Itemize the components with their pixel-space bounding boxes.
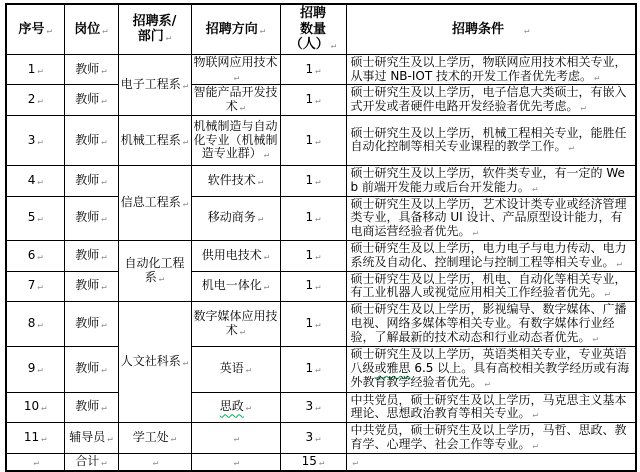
- post-cell: [64, 54, 118, 85]
- dept-value: 机械工程系: [120, 132, 181, 147]
- return-mark: ↵: [101, 403, 107, 414]
- direction-cell: [191, 423, 280, 454]
- serial-cell: [6, 271, 64, 302]
- serial-cell: [6, 54, 64, 85]
- serial-cell: [6, 240, 64, 271]
- return-mark: ↵: [101, 65, 107, 76]
- return-mark: ↵: [33, 458, 39, 469]
- return-mark: ↵: [352, 458, 358, 469]
- return-mark: ↵: [318, 458, 325, 469]
- serial-value: 1: [27, 61, 36, 76]
- count-cell: [280, 271, 346, 302]
- return-mark: ↵: [158, 274, 165, 285]
- return-mark: ↵: [315, 403, 321, 414]
- return-mark: ↵: [37, 176, 43, 187]
- conditions-cell: [346, 165, 636, 196]
- return-mark: ↵: [568, 143, 574, 154]
- conditions-text: 硕士研究生及以上学历，软件类专业，有一定的 Web 前端开发能力或后台开发能力。: [350, 165, 625, 194]
- return-mark: ↵: [233, 458, 240, 469]
- serial-value: 8: [27, 315, 36, 330]
- return-mark: ↵: [315, 319, 321, 330]
- return-mark: ↵: [245, 403, 252, 414]
- header-post: [64, 4, 118, 54]
- return-mark: ↵: [524, 25, 530, 36]
- direction-value: 机械制造与自动化专业（机械制造专业群）: [193, 118, 278, 161]
- count-cell: [280, 346, 346, 392]
- return-mark: ↵: [245, 365, 252, 376]
- serial-cell: [6, 115, 64, 165]
- count-cell: [280, 423, 346, 454]
- serial-cell: [6, 346, 64, 392]
- total-label: 合计: [75, 454, 100, 469]
- conditions-cell: [346, 54, 636, 85]
- direction-cell: [191, 392, 280, 423]
- dept-value: 信息工程系: [120, 195, 181, 210]
- table-row: [6, 165, 636, 196]
- return-mark: ↵: [259, 25, 266, 36]
- post-value: 教师: [75, 278, 100, 293]
- post-cell: [64, 196, 118, 240]
- serial-value: 6: [27, 247, 36, 262]
- conditions-text: 6.5 以上。具有高校相关教学经历或有海外教育教学经验者优先。: [350, 361, 630, 389]
- conditions-text: 中共党员，硕士研究生及以上学历，马哲、思政、教育学、心理学、社会工作等专业。: [350, 423, 627, 451]
- conditions-text: 硕士研究生及以上学历，影视编导、数字媒体、广播电视、网络多媒体等相关专业。有数字媒体行业经验，了解最新的技术动态和行业动态者优先。: [350, 302, 627, 344]
- count-cell: [280, 196, 346, 240]
- return-mark: ↵: [101, 365, 107, 376]
- count-cell: [280, 302, 346, 346]
- serial-cell: [6, 302, 64, 346]
- return-mark: ↵: [315, 176, 321, 187]
- conditions-text: 硕士研究生及以上学历，艺术设计类专业或经济管理类专业，具备移动 UI 设计、产品原型设计能力，有电商运营经验者优先。: [350, 196, 627, 239]
- return-mark: ↵: [315, 214, 321, 225]
- count-value: 1: [305, 61, 314, 76]
- post-cell: [64, 115, 118, 165]
- conditions-text: 硕士研究生及以上学历，电力电子与电力传动、电力系统及自动化、控制理论与控制工程等相关专业。: [350, 240, 627, 269]
- return-mark: ↵: [532, 440, 538, 451]
- post-cell: [64, 423, 118, 454]
- serial-value: 2: [27, 92, 36, 107]
- return-mark: ↵: [101, 214, 107, 225]
- return-mark: ↵: [41, 434, 47, 445]
- post-value: 教师: [75, 61, 100, 76]
- post-value: 教师: [75, 92, 100, 107]
- post-cell: [64, 85, 118, 116]
- dept-value: 自动化工程系: [124, 256, 185, 285]
- return-mark: ↵: [102, 25, 108, 36]
- conditions-text: 硕士研究生及以上学历，英语类相关专业，专业英语八级: [350, 347, 627, 376]
- header-count-line2: 数量: [299, 21, 326, 37]
- count-cell: [280, 115, 346, 165]
- return-mark: ↵: [580, 103, 586, 114]
- return-mark: ↵: [165, 33, 172, 44]
- header-conditions-label: 招聘条件: [452, 21, 505, 37]
- conditions-text: 硕士研究生及以上学历，机电、自动化等相关专业，有工业机器人或视觉应用相关工作经验者优先。: [350, 271, 627, 300]
- post-value: 教师: [75, 315, 100, 330]
- serial-value: 5: [27, 210, 36, 225]
- count-cell: [280, 85, 346, 116]
- count-value: 1: [305, 315, 314, 330]
- dept-value: 学工处: [132, 430, 169, 445]
- post-value: 教师: [75, 399, 100, 414]
- direction-value: 供用电技术: [201, 247, 262, 262]
- total-label-cell: [64, 453, 118, 471]
- direction-cell: [191, 54, 280, 85]
- post-value: 辅导员: [69, 430, 106, 445]
- return-mark: ↵: [101, 176, 107, 187]
- return-mark: ↵: [46, 25, 52, 36]
- return-mark: ↵: [239, 103, 246, 114]
- return-mark: ↵: [239, 326, 246, 337]
- dept-value: 电子工程系: [120, 76, 181, 91]
- conditions-text: 硕士研究生及以上学历，电子信息大类硕士，有嵌入式开发或者硬件电路开发经验者优先考虑。: [350, 85, 627, 114]
- return-mark: ↵: [616, 258, 622, 269]
- post-value: 教师: [75, 172, 100, 187]
- conditions-text: 硕士研究生及以上学历，机械工程相关专业，能胜任自动化控制等相关专业课程的教学工作。: [350, 125, 627, 154]
- return-mark: ↵: [315, 65, 321, 76]
- table-row: [6, 392, 636, 423]
- direction-cell: [191, 271, 280, 302]
- return-mark: ↵: [532, 410, 538, 421]
- post-value: 教师: [75, 247, 100, 262]
- dept-cell: [118, 302, 191, 423]
- table-row: [6, 423, 636, 454]
- return-mark: ↵: [37, 214, 43, 225]
- dept-cell: [118, 54, 191, 115]
- count-value: 1: [305, 132, 314, 147]
- serial-cell: [6, 423, 64, 454]
- count-value: 1: [305, 278, 314, 293]
- count-value: 1: [305, 247, 314, 262]
- return-mark: ↵: [182, 358, 189, 369]
- return-mark: ↵: [593, 72, 600, 83]
- table-row: [6, 271, 636, 302]
- serial-value: 11: [23, 430, 40, 445]
- dept-cell: [118, 240, 191, 301]
- direction-cell: [191, 240, 280, 271]
- direction-value: 智能产品开发技术: [193, 85, 278, 114]
- conditions-cell: [346, 196, 636, 240]
- table-row: [6, 115, 636, 165]
- conditions-text: 硕士研究生及以上学历，物联网应用技术相关专业，从事过 NB-IOT 技术的开发工作者优先考虑。: [350, 54, 627, 83]
- serial-cell: [6, 392, 64, 423]
- serial-value: 3: [27, 132, 36, 147]
- direction-value: 物联网应用技术: [193, 54, 278, 69]
- serial-value: 9: [27, 361, 36, 376]
- conditions-cell: [346, 302, 636, 346]
- return-mark: ↵: [170, 434, 177, 445]
- return-mark: ↵: [315, 136, 321, 147]
- return-mark: ↵: [472, 228, 478, 239]
- return-mark: ↵: [37, 282, 43, 293]
- return-mark: ↵: [604, 289, 610, 300]
- total-count-value: 15: [301, 454, 317, 469]
- return-mark: ↵: [101, 319, 107, 330]
- direction-value: 软件技术: [207, 172, 256, 187]
- return-mark: ↵: [315, 251, 321, 262]
- return-mark: ↵: [263, 282, 270, 293]
- direction-cell: [191, 196, 280, 240]
- return-mark: ↵: [101, 458, 107, 469]
- count-value: 3: [305, 430, 314, 445]
- post-value: 教师: [75, 361, 100, 376]
- return-mark: ↵: [37, 65, 43, 76]
- dept-cell: [118, 115, 191, 165]
- return-mark: ↵: [101, 96, 107, 107]
- return-mark: ↵: [484, 378, 490, 389]
- return-mark: ↵: [101, 136, 107, 147]
- serial-cell: [6, 196, 64, 240]
- return-mark: ↵: [315, 434, 321, 445]
- spellcheck-wavy-text: 思政: [219, 399, 244, 414]
- header-direction: [191, 4, 280, 54]
- table-row: [6, 85, 636, 116]
- return-mark: ↵: [315, 96, 321, 107]
- serial-cell: [6, 453, 64, 471]
- table-row: [6, 54, 636, 85]
- post-cell: [64, 392, 118, 423]
- direction-value: 移动商务: [207, 210, 256, 225]
- table-row: [6, 346, 636, 392]
- return-mark: ↵: [182, 136, 189, 147]
- conditions-cell: [346, 346, 636, 392]
- direction-cell: [191, 165, 280, 196]
- return-mark: ↵: [257, 176, 264, 187]
- spellcheck-wavy-text: 或雅思: [374, 361, 411, 376]
- total-row: [6, 453, 636, 471]
- header-department-line2: 部门: [137, 29, 164, 45]
- conditions-cell: [346, 240, 636, 271]
- recruitment-table: [5, 3, 637, 472]
- return-mark: ↵: [592, 333, 598, 344]
- return-mark: ↵: [257, 214, 264, 225]
- dept-value: 人文社科系: [120, 354, 181, 369]
- header-post-label: 岗位: [74, 21, 101, 37]
- conditions-cell: [346, 115, 636, 165]
- count-value: 1: [305, 92, 314, 107]
- header-department-line1: 招聘系/: [132, 13, 177, 29]
- header-direction-label: 招聘方向: [205, 21, 258, 37]
- post-cell: [64, 302, 118, 346]
- count-value: 1: [305, 210, 314, 225]
- count-cell: [280, 240, 346, 271]
- table-row: [6, 196, 636, 240]
- return-mark: ↵: [107, 434, 113, 445]
- conditions-cell: [346, 453, 636, 471]
- return-mark: ↵: [182, 199, 189, 210]
- return-mark: ↵: [315, 282, 321, 293]
- count-cell: [280, 54, 346, 85]
- return-mark: ↵: [263, 150, 270, 161]
- header-serial-label: 序号: [18, 21, 45, 37]
- direction-cell: [191, 453, 280, 471]
- return-mark: ↵: [37, 96, 43, 107]
- return-mark: ↵: [37, 365, 43, 376]
- header-row: [6, 4, 636, 54]
- return-mark: ↵: [330, 41, 337, 52]
- dept-cell: [118, 165, 191, 240]
- serial-value: 10: [23, 399, 40, 414]
- count-value: 1: [305, 172, 314, 187]
- direction-cell: [191, 85, 280, 116]
- header-conditions: [346, 4, 636, 54]
- header-count: [280, 4, 346, 54]
- return-mark: ↵: [263, 251, 270, 262]
- conditions-cell: [346, 423, 636, 454]
- header-count-line3: （人）: [289, 37, 329, 53]
- conditions-text: 中共党员，硕士研究生及以上学历，马克思主义基本理论、思想政治教育等相关专业。: [350, 392, 627, 421]
- return-mark: ↵: [182, 80, 189, 91]
- header-serial: [6, 4, 64, 54]
- table-row: [6, 240, 636, 271]
- direction-cell: [191, 115, 280, 165]
- serial-cell: [6, 85, 64, 116]
- return-mark: ↵: [101, 251, 107, 262]
- header-count-line1: 招聘: [299, 6, 326, 21]
- return-mark: ↵: [37, 251, 43, 262]
- conditions-cell: [346, 85, 636, 116]
- post-cell: [64, 346, 118, 392]
- post-cell: [64, 240, 118, 271]
- count-value: 1: [305, 361, 314, 376]
- direction-value: 英语: [219, 361, 244, 376]
- return-mark: ↵: [37, 319, 43, 330]
- conditions-cell: [346, 392, 636, 423]
- direction-value: 机电一体化: [201, 278, 262, 293]
- count-cell: [280, 165, 346, 196]
- table-row: [6, 302, 636, 346]
- post-cell: [64, 165, 118, 196]
- return-mark: ↵: [531, 183, 538, 194]
- header-department: [118, 4, 191, 54]
- direction-cell: [191, 302, 280, 346]
- serial-cell: [6, 165, 64, 196]
- direction-value: 数字媒体应用技术: [193, 309, 278, 337]
- dept-cell: [118, 423, 191, 454]
- count-value: 3: [305, 399, 314, 414]
- dept-cell: [118, 453, 191, 471]
- return-mark: ↵: [41, 403, 47, 414]
- return-mark: ↵: [233, 72, 240, 83]
- post-cell: [64, 271, 118, 302]
- return-mark: ↵: [152, 458, 159, 469]
- return-mark: ↵: [37, 136, 43, 147]
- direction-cell: [191, 346, 280, 392]
- return-mark: ↵: [315, 365, 321, 376]
- total-count-cell: [280, 453, 346, 471]
- count-cell: [280, 392, 346, 423]
- conditions-cell: [346, 271, 636, 302]
- post-value: 教师: [75, 210, 100, 225]
- return-mark: ↵: [233, 434, 240, 445]
- return-mark: ↵: [101, 282, 107, 293]
- serial-value: 4: [27, 172, 36, 187]
- post-value: 教师: [75, 132, 100, 147]
- serial-value: 7: [27, 278, 36, 293]
